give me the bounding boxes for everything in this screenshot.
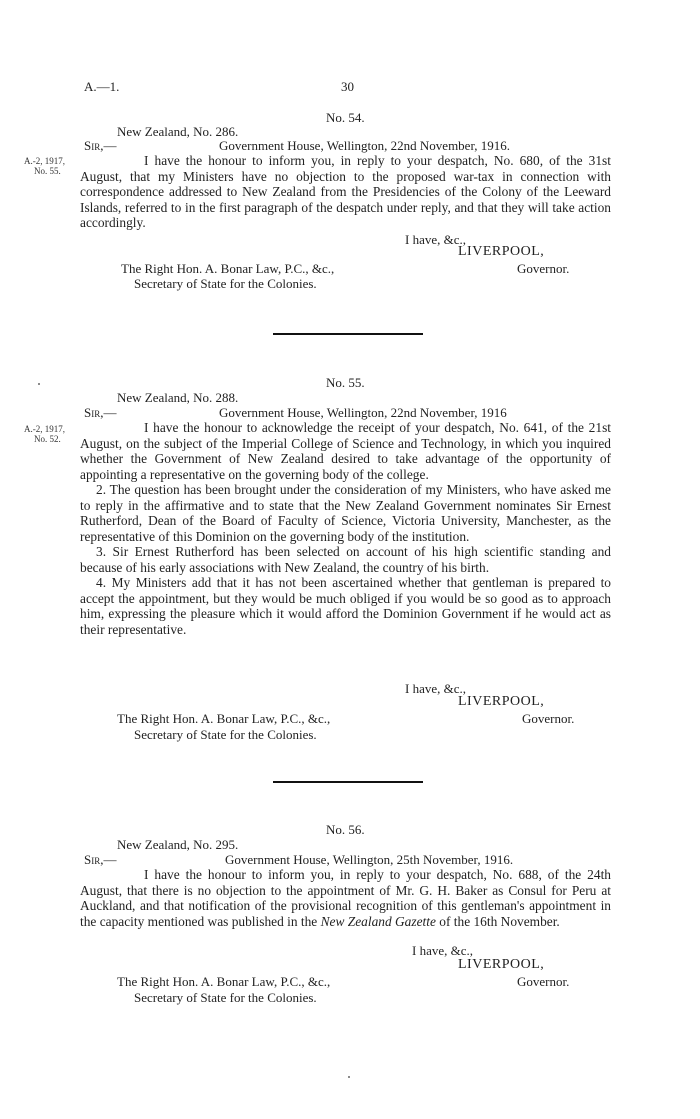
addressee-title: Secretary of State for the Colonies. — [134, 727, 317, 742]
margin-reference — [24, 156, 65, 176]
despatch-reference: New Zealand, No. 295. — [117, 837, 239, 852]
despatch-number: No. 56. — [326, 822, 365, 837]
addressee: The Right Hon. A. Bonar Law, P.C., &c., — [121, 261, 335, 276]
dateline: Government House, Wellington, 22nd November, 1916. — [219, 138, 511, 153]
section-divider — [273, 333, 423, 335]
page-speck — [348, 1076, 350, 1078]
margin-reference-line: A.-2, 1917, — [24, 424, 65, 434]
dateline: Government House, Wellington, 22nd November, 1916 — [219, 405, 507, 420]
addressee: The Right Hon. A. Bonar Law, P.C., &c., — [117, 711, 331, 726]
closing: I have, &c., — [405, 681, 467, 696]
closing: I have, &c., — [412, 943, 474, 958]
despatch-body — [80, 153, 611, 231]
dateline: Government House, Wellington, 25th November, 1916. — [225, 852, 514, 867]
margin-reference-line: A.-2, 1917, — [24, 156, 65, 166]
signature-title: Governor. — [522, 711, 575, 726]
despatch-reference: New Zealand, No. 288. — [117, 390, 239, 405]
salutation: Sir,— — [84, 852, 117, 867]
signature: LIVERPOOL, — [458, 694, 545, 709]
paragraph-text: I have the honour to inform you, in reply to your despatch, No. 688, of the 24th August, that there is no objection to the appointment of Mr. G. H. Baker as Consul for Peru at Auckland, and that notification of the provisional recognition of this gentleman's appointment in the capacity mentioned was published in the — [80, 867, 611, 929]
paragraph: I have the honour to inform you, in reply to your despatch, No. 680, of the 31st August, that my Ministers have no objection to the proposed war-tax in connection with correspondence addressed to New Zealand from the Presidencies of the Colony of the Leeward Islands, referred to in the first paragraph of the despatch under reply, and that they will take action accordingly. — [80, 153, 611, 230]
addressee-title: Secretary of State for the Colonies. — [134, 276, 317, 291]
section-code: A.—1. — [84, 79, 120, 94]
paragraph-text: of the 16th November. — [439, 913, 560, 929]
page-speck — [38, 383, 40, 385]
margin-reference-line: No. 52. — [34, 434, 61, 444]
signature-title: Governor. — [517, 974, 570, 989]
salutation: Sir,— — [84, 405, 117, 420]
despatch-reference: New Zealand, No. 286. — [117, 124, 239, 139]
paragraph: 4. My Ministers add that it has not been ascertained whether that gentleman is prepared to accept the appointment, but they would be much obliged if you would be so good as to approach him, expressing the pleasure which it would afford the Dominion Government if he would act as their representative. — [80, 575, 611, 637]
despatch-body — [80, 420, 611, 637]
addressee: The Right Hon. A. Bonar Law, P.C., &c., — [117, 974, 331, 989]
paragraph: 2. The question has been brought under the consideration of my Ministers, who have asked me to reply in the affirmative and to state that the New Zealand Government nominates Sir Ernest Rutherford, Dean of the Board of Faculty of Science, Victoria University, Manchester, as the representative of this Dominion on the governing body of the institution. — [80, 482, 611, 544]
page-number: 30 — [341, 79, 354, 94]
section-divider — [273, 781, 423, 783]
gazette-title: New Zealand Gazette — [320, 913, 436, 929]
despatch-number: No. 54. — [326, 110, 365, 125]
signature-title: Governor. — [517, 261, 570, 276]
paragraph: I have the honour to acknowledge the receipt of your despatch, No. 641, of the 21st August, on the subject of the Imperial College of Science and Technology, in which you inquired whether the Government of New Zealand desired to take advantage of the opportunity of appointing a representative on the governing body of the college. — [80, 420, 611, 482]
paragraph — [80, 867, 611, 929]
signature: LIVERPOOL, — [458, 957, 545, 972]
margin-reference-line: No. 55. — [34, 166, 61, 176]
despatch-number: No. 55. — [326, 375, 365, 390]
signature: LIVERPOOL, — [458, 244, 545, 259]
addressee-title: Secretary of State for the Colonies. — [134, 990, 317, 1005]
closing: I have, &c., — [405, 232, 467, 247]
margin-reference — [24, 424, 65, 444]
paragraph: 3. Sir Ernest Rutherford has been selected on account of his high scientific standing and because of his early associations with New Zealand, the country of his birth. — [80, 544, 611, 575]
despatch-body — [80, 867, 611, 929]
salutation: Sir,— — [84, 138, 117, 153]
